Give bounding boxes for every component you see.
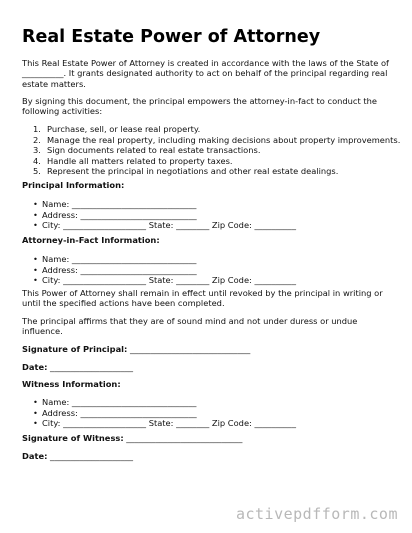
intro-paragraph: [22, 58, 394, 89]
affirm-paragraph: [22, 316, 394, 337]
field-text: Address: ____________________________: [42, 264, 197, 275]
bullet-icon: •: [33, 199, 38, 209]
date-blank: ____________________: [47, 451, 134, 461]
witness-city-state-zip-field[interactable]: [33, 418, 393, 429]
signature-label: Signature of Principal:: [22, 344, 128, 354]
list-item-text: Handle all matters related to property taxes.: [47, 155, 233, 166]
document-title: Real Estate Power of Attorney: [22, 27, 321, 47]
intro-line: estate matters.: [22, 78, 86, 89]
bullet-icon: •: [33, 209, 38, 220]
principal-heading: Principal Information:: [22, 180, 125, 190]
witness-heading: Witness Information:: [22, 379, 121, 389]
principal-city-state-zip-field[interactable]: [33, 220, 393, 231]
list-number: 5.: [33, 166, 41, 176]
attorney-fields: [33, 254, 393, 286]
list-item: [33, 166, 393, 177]
bullet-icon: •: [33, 254, 38, 264]
bullet-icon: •: [33, 407, 38, 418]
field-text: Address: ____________________________: [42, 407, 197, 418]
empower-line: By signing this document, the principal empowers the attorney-in-fact to conduct the: [22, 96, 377, 106]
list-item-text: Sign documents related to real estate transactions.: [47, 145, 261, 155]
list-item-text: Represent the principal in negotiations and other real estate dealings.: [47, 166, 339, 176]
field-text: City: ____________________ State: ________ Zip Code: __________: [42, 418, 296, 428]
attorney-name-field[interactable]: [33, 254, 393, 265]
date-blank: ____________________: [47, 362, 134, 372]
principal-name-field[interactable]: [33, 199, 393, 210]
affirm-line: The principal affirms that they are of sound mind and not under duress or undue: [22, 316, 358, 326]
empower-paragraph: [22, 96, 394, 117]
remain-line: This Power of Attorney shall remain in effect until revoked by the principal in writing or: [22, 288, 383, 298]
list-item: [33, 145, 393, 156]
bullet-icon: •: [33, 275, 38, 285]
activities-list: [33, 124, 401, 177]
remain-line: until the specified actions have been completed.: [22, 298, 225, 309]
date-label: Date:: [22, 362, 48, 372]
empower-line: following activities:: [22, 106, 103, 117]
field-text: Address: ____________________________: [42, 209, 197, 220]
list-number: 2.: [33, 134, 41, 145]
list-item: [33, 124, 393, 135]
attorney-address-field[interactable]: [33, 265, 393, 276]
bullet-icon: •: [33, 264, 38, 275]
field-text: City: ____________________ State: ________ Zip Code: __________: [42, 275, 296, 285]
principal-address-field[interactable]: [33, 210, 393, 221]
field-text: City: ____________________ State: ________ Zip Code: __________: [42, 220, 296, 230]
signature-blank: _____________________________: [127, 344, 251, 354]
list-item: [33, 134, 401, 146]
intro-line: This Real Estate Power of Attorney is created in accordance with the laws of the State of: [22, 58, 389, 68]
list-number: 3.: [33, 145, 41, 155]
principal-signature-line[interactable]: [22, 344, 394, 354]
affirm-line: influence.: [22, 326, 63, 337]
attorney-heading: Attorney-in-Fact Information:: [22, 235, 160, 245]
witness-date-line[interactable]: [22, 451, 394, 461]
bullet-icon: •: [33, 220, 38, 230]
list-number: 4.: [33, 155, 41, 166]
field-text: Name: ______________________________: [42, 397, 197, 407]
principal-date-line[interactable]: [22, 362, 394, 372]
witness-fields: [33, 397, 393, 429]
signature-blank: ____________________________: [123, 433, 243, 443]
attorney-city-state-zip-field[interactable]: [33, 275, 393, 286]
bullet-icon: •: [33, 397, 38, 407]
remain-paragraph: [22, 288, 394, 309]
witness-name-field[interactable]: [33, 397, 393, 408]
watermark-text: activepdfform.com: [235, 505, 398, 523]
field-text: Name: ______________________________: [42, 254, 197, 264]
witness-address-field[interactable]: [33, 408, 393, 419]
date-label: Date:: [22, 451, 48, 461]
field-text: Name: ______________________________: [42, 199, 197, 209]
bullet-icon: •: [33, 418, 38, 428]
witness-signature-line[interactable]: [22, 433, 394, 443]
list-item: [33, 156, 393, 167]
intro-line: __________. It grants designated authority to act on behalf of the principal regarding real: [22, 68, 388, 79]
list-item-text: Purchase, sell, or lease real property.: [47, 124, 201, 134]
list-item-text: Manage the real property, including making decisions about property improvements.: [47, 134, 401, 145]
principal-fields: [33, 199, 393, 231]
signature-label: Signature of Witness:: [22, 433, 124, 443]
list-number: 1.: [33, 124, 41, 134]
